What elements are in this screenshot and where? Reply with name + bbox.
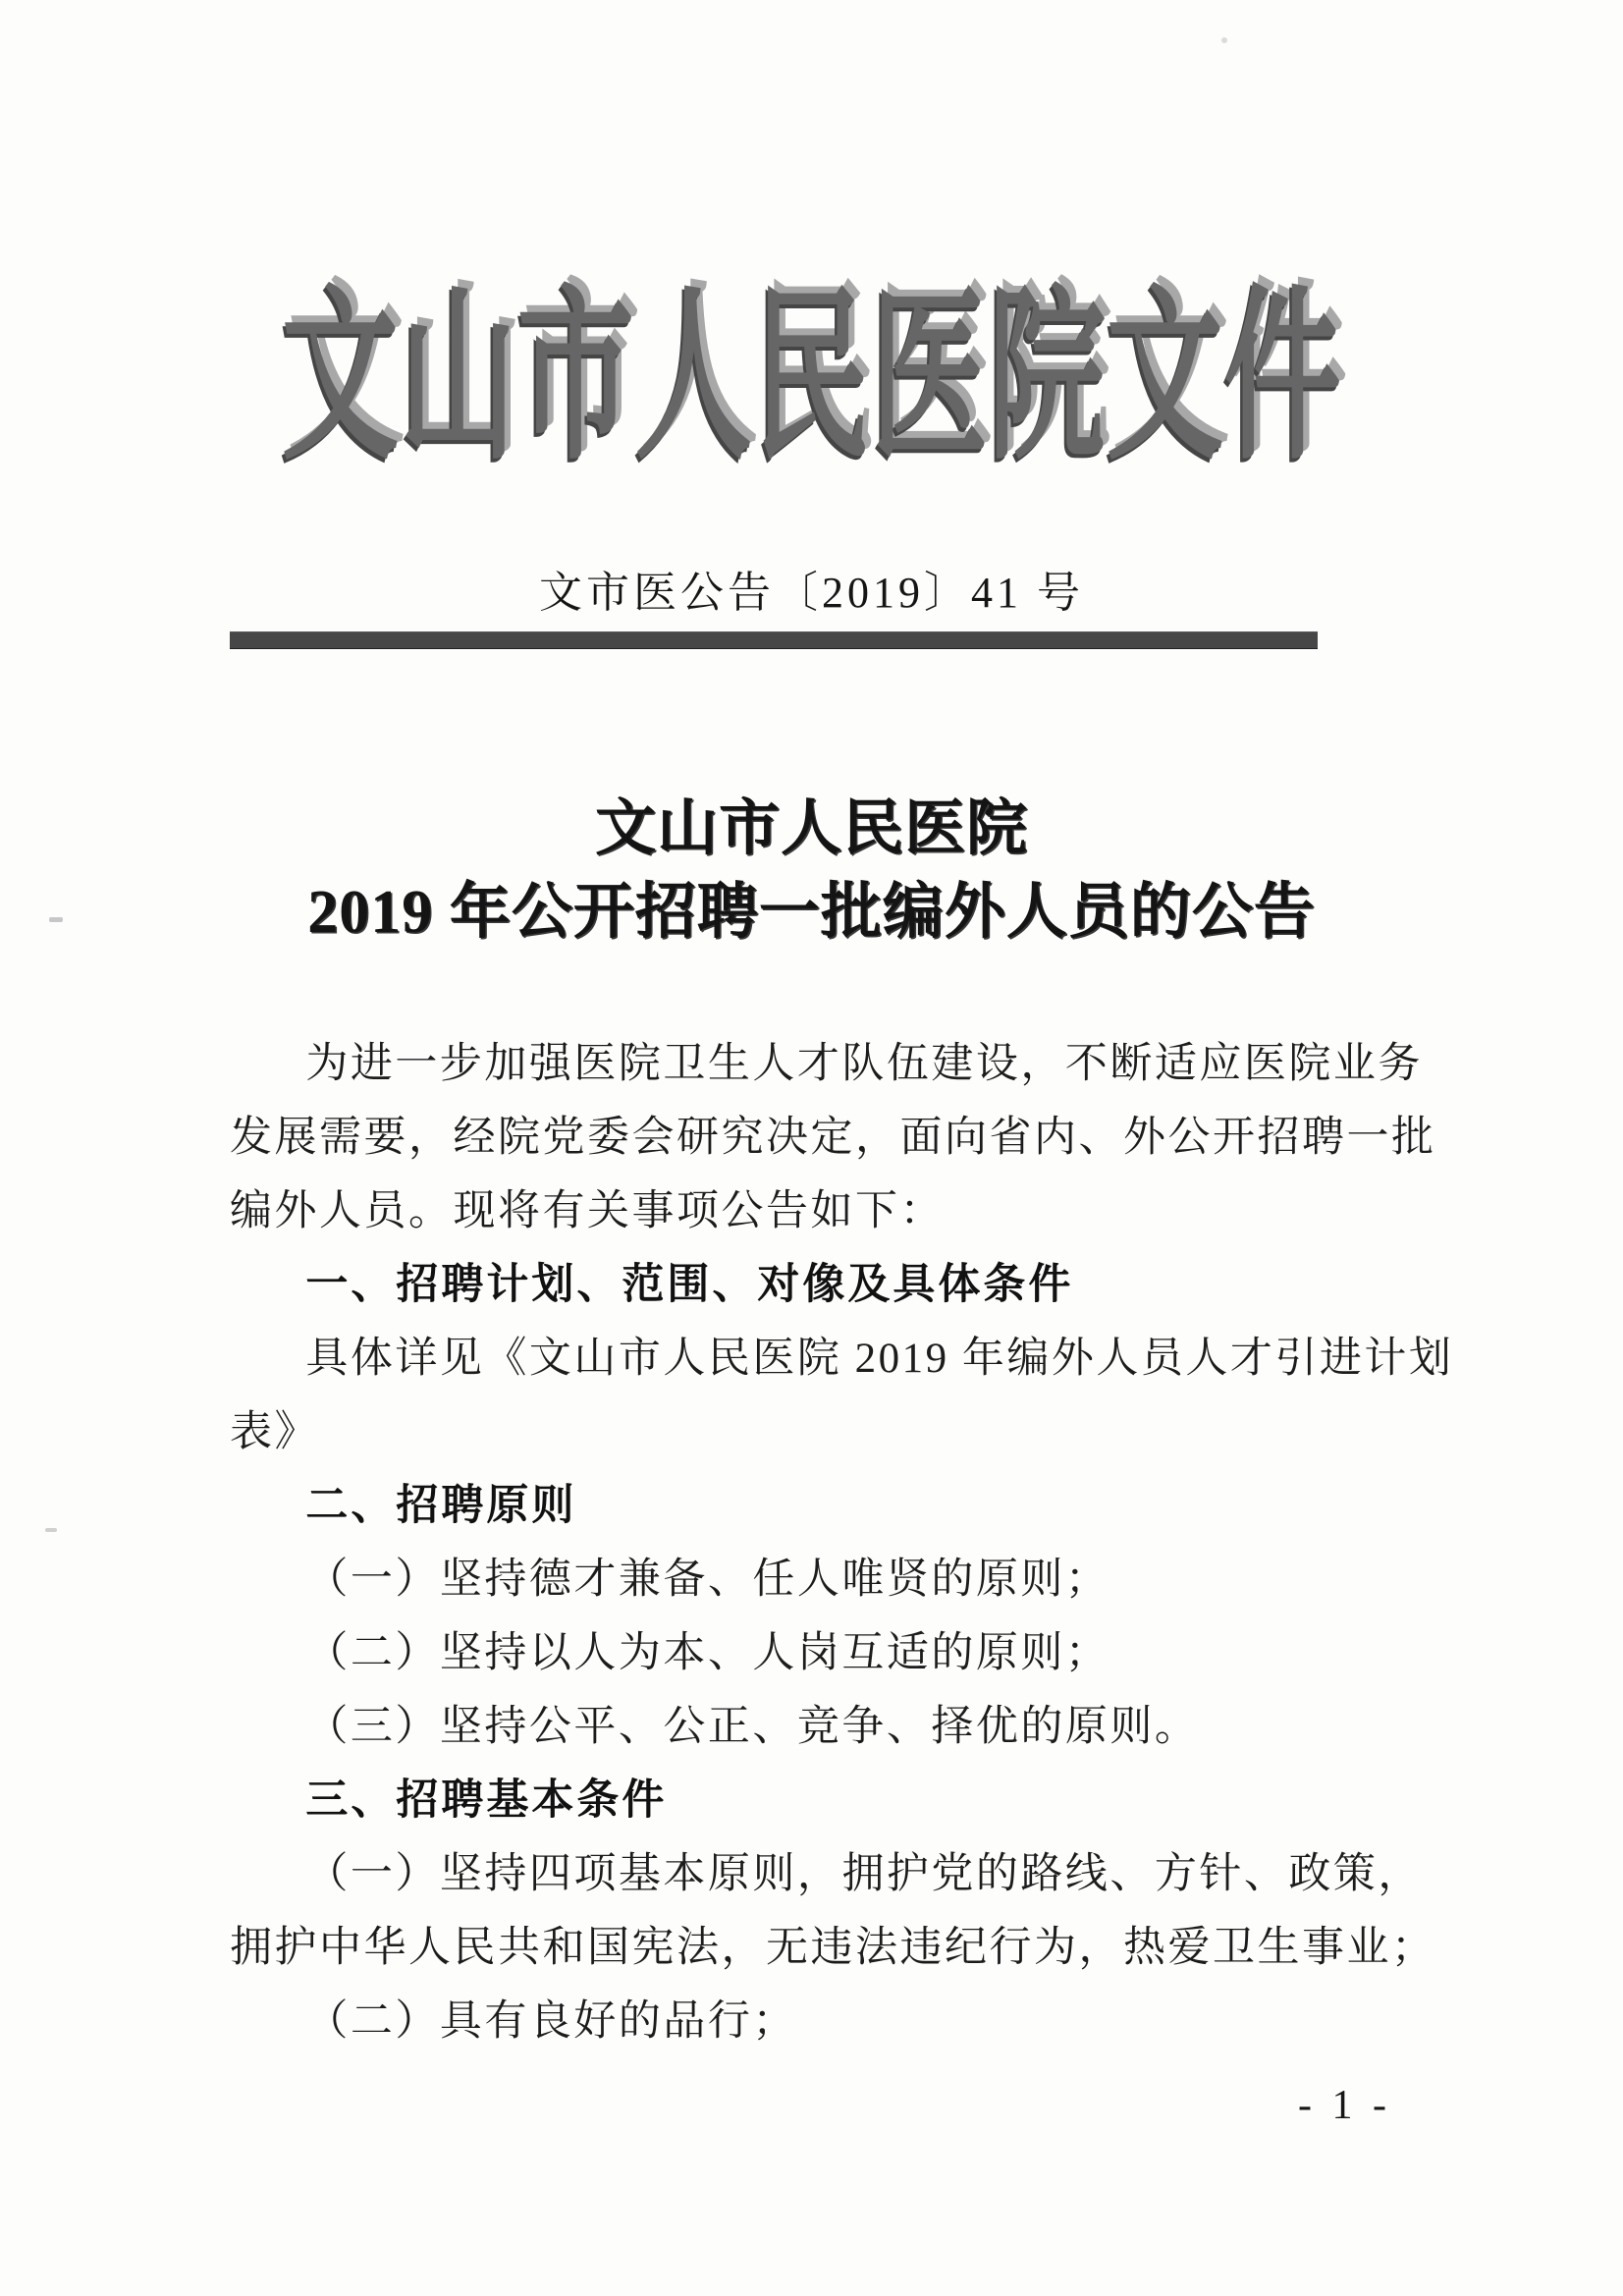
condition-item-1-line1: （一）坚持四项基本原则，拥护党的路线、方针、政策， (305, 1851, 1423, 1897)
document-banner (0, 276, 1623, 482)
body-line-3: 编外人员。现将有关事项公告如下： (230, 1188, 945, 1234)
body-line-5: 具体详见《文山市人民医院 2019 年编外人员人才引进计划 (305, 1336, 1454, 1382)
body-line-6: 表》 (230, 1409, 319, 1455)
page-number: - 1 - (1298, 2083, 1391, 2128)
banner-title-text: 文山市人民医院文件 (281, 276, 1342, 482)
header-separator-rule (230, 632, 1318, 648)
scan-speck (49, 917, 63, 922)
section-heading-recruit-plan: 一、招聘计划、范围、对像及具体条件 (305, 1261, 1074, 1308)
document-body (230, 1027, 1454, 2058)
principle-item-2: （二）坚持以人为本、人岗互适的原则； (305, 1630, 1110, 1676)
document-number: 文市医公告〔2019〕41 号 (539, 569, 1084, 617)
condition-item-1-line2: 拥护中华人民共和国宪法，无违法违纪行为，热爱卫生事业； (230, 1925, 1436, 1971)
principle-item-3: （三）坚持公平、公正、竞争、择优的原则。 (305, 1704, 1200, 1750)
condition-item-2: （二）具有良好的品行； (305, 1998, 797, 2045)
scan-speck (1221, 37, 1227, 43)
section-heading-basic-conditions: 三、招聘基本条件 (305, 1777, 668, 1824)
announcement-title-line1: 文山市人民医院 (594, 795, 1028, 862)
principle-item-1: （一）坚持德才兼备、任人唯贤的原则； (305, 1557, 1110, 1603)
scan-speck (45, 1528, 57, 1532)
body-line-1: 为进一步加强医院卫生人才队伍建设，不断适应医院业务 (305, 1041, 1423, 1087)
section-heading-recruit-principles: 二、招聘原则 (305, 1482, 577, 1529)
announcement-title-line2: 2019 年公开招聘一批编外人员的公告 (307, 879, 1316, 946)
body-line-2: 发展需要，经院党委会研究决定，面向省内、外公开招聘一批 (230, 1115, 1436, 1161)
